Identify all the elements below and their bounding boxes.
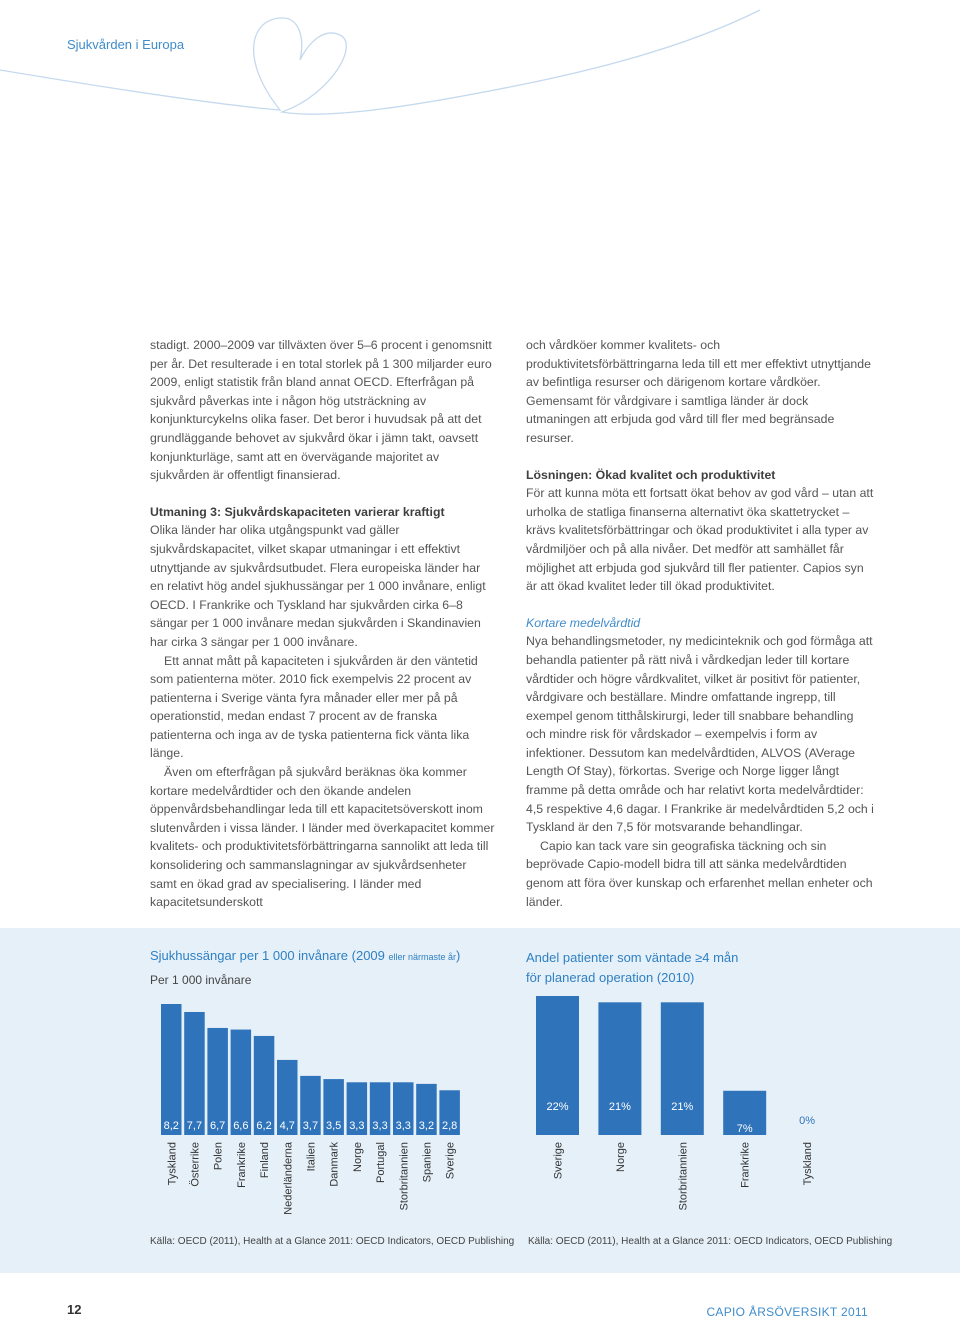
bar-value-label: 3,3 bbox=[349, 1120, 365, 1132]
category-label: Sverige bbox=[444, 1142, 457, 1180]
right-text-column bbox=[526, 336, 874, 911]
category-label: Italien bbox=[305, 1142, 318, 1172]
chart1-title-small: eller närmaste år bbox=[388, 952, 457, 962]
bar-value-label: 21% bbox=[608, 1101, 631, 1113]
category-label: Spanien bbox=[421, 1142, 434, 1183]
bar-value-label: 22% bbox=[546, 1101, 569, 1113]
chart2-title bbox=[526, 948, 738, 988]
heart-line-decoration bbox=[0, 0, 960, 200]
subheading-italic: Kortare medelvårdtid bbox=[526, 615, 641, 630]
category-label: Tyskland bbox=[166, 1142, 179, 1186]
paragraph: Capio kan tack vare sin geografiska täckning och sin beprövade Capio-modell bidra till att sänka medelvårdtiden genom att föra över kunskap och erfarenhet mellan enheter och länder. bbox=[526, 838, 873, 909]
chart2-source: Källa: OECD (2011), Health at a Glance 2011: OECD Indicators, OECD Publishing bbox=[528, 1236, 893, 1247]
category-label: Storbritannien bbox=[398, 1142, 411, 1211]
chart1-source: Källa: OECD (2011), Health at a Glance 2011: OECD Indicators, OECD Publishing bbox=[150, 1236, 515, 1247]
chart2-title-line1-end: 4 mån bbox=[702, 950, 739, 965]
bar-value-label: 0% bbox=[799, 1115, 816, 1127]
left-text-column bbox=[150, 336, 495, 912]
category-label: Tyskland bbox=[802, 1142, 815, 1186]
subheading: Lösningen: Ökad kvalitet och produktivitet bbox=[526, 467, 776, 482]
bar-tyskland bbox=[161, 1004, 182, 1135]
bar-norge bbox=[598, 1002, 641, 1135]
bar-value-label: 6,6 bbox=[233, 1120, 249, 1132]
paragraph: och vårdköer kommer kvalitets- och produktivitetsförbättringarna leda till ett mer effektivt utnyttjande av befintliga resurser och därigenom kortare vårdköer. Gemensamt för vårdgivare i samtliga länder är dock utmaningen att erbjuda god vård till fler med begränsade resurser. bbox=[526, 338, 871, 445]
bar-value-label: 7,7 bbox=[186, 1120, 203, 1132]
section-title: Sjukvården i Europa bbox=[67, 37, 185, 52]
bar-österrike bbox=[184, 1012, 205, 1135]
bar-sverige bbox=[536, 996, 579, 1135]
paragraph: Även om efterfrågan på sjukvård beräknas öka kommer kortare medelvårdtider och den ökande andelen öppenvårdsbehandlingar leda till ett kapacitetsöverskott inom slutenvården i vissa länder. I länder med överkapacitet kommer kvalitets- och produktivitetsförbättringarna sannolikt att leda till konsolidering och sammanslagningar av sjukvårdsenheter samt en ökad grad av specialisering. I länder med kapacitetsunderskott bbox=[150, 765, 495, 910]
bar-storbritannien bbox=[661, 1002, 704, 1135]
category-label: Norge bbox=[351, 1142, 364, 1172]
chart1-title-text: Sjukhussängar per 1 000 invånare (2009 bbox=[150, 948, 385, 963]
chart1-title-end: ) bbox=[456, 948, 461, 963]
category-label: Danmark bbox=[328, 1142, 341, 1187]
bar-value-label: 6,7 bbox=[210, 1120, 226, 1132]
chart1-subtitle: Per 1 000 invånare bbox=[150, 973, 252, 987]
category-label: Storbritannien bbox=[677, 1142, 690, 1211]
paragraph: Ett annat mått på kapaciteten i sjukvården är den väntetid som patienterna möter. 2010 fick exempelvis 22 procent av patienterna i Sverige vänta fyra månader eller mer på på operationstid, medan endast 7 procent av de franska patienterna och inga av de tyska patienterna fick vänta lika länge. bbox=[150, 653, 478, 761]
paragraph: Olika länder har olika utgångspunkt vad gäller sjukvårdskapacitet, vilket skapar utmaningar i ett effektivt utnyttjande av sjukvårdsutbudet. Flera europeiska länder har en relativt hög andel sjukhussängar per 1 000 invånare, enligt OECD. I Frankrike och Tyskland har sjukvården cirka 6–8 sängar per 1 000 invånare medan sjukvården i Skandinavien har cirka 3 sängar per 1 000 invånare. bbox=[150, 523, 486, 649]
bar-value-label: 3,5 bbox=[326, 1120, 342, 1132]
paragraph: stadigt. 2000–2009 var tillväxten över 5–6 procent i genomsnitt per år. Det resulterade i en total storlek på 1 300 miljarder euro 2009, enligt statistik från bland annat OECD. Efterfrågan på sjukvård påverkas inte i någon hög utsträckning av konjunkturcykelns olika faser. Det beror i huvudsak på att det grundläggande behovet av sjukvård ökar i jämn takt, oavsett konjunkturläge, samt att en övervägande majoritet av sjukvården är offentligt finansierad. bbox=[150, 338, 492, 483]
subheading: Utmaning 3: Sjukvårdskapaciteten varierar kraftigt bbox=[150, 504, 445, 519]
paragraph: För att kunna möta ett fortsatt ökat behov av god vård – utan att urholka de statliga finanserna alternativt öka skattetrycket – krävs kvalitetsförbättringar och ökad produktivitet i alla typer av vårdmiljöer och på alla nivåer. Det medför att samhället får möjlighet att erbjuda god sjukvård till fler patienter. Capios syn är att ökad kvalitet leder till ökad produktivitet. bbox=[526, 486, 874, 594]
bar-value-label: 7% bbox=[736, 1123, 753, 1135]
category-label: Österrike bbox=[189, 1142, 202, 1187]
chart2-title-line2: för planerad operation (2010) bbox=[526, 970, 695, 985]
chart1-title bbox=[150, 946, 460, 967]
bar-value-label: 21% bbox=[671, 1101, 694, 1113]
category-label: Polen bbox=[212, 1142, 225, 1171]
bar-value-label: 6,2 bbox=[256, 1120, 272, 1132]
bar-value-label: 3,7 bbox=[302, 1120, 319, 1132]
bar-value-label: 3,3 bbox=[372, 1120, 388, 1132]
bar-value-label: 3,2 bbox=[418, 1120, 435, 1132]
bar-value-label: 2,8 bbox=[442, 1120, 458, 1132]
bar-value-label: 3,3 bbox=[395, 1120, 411, 1132]
bar-polen bbox=[207, 1028, 228, 1135]
category-label: Frankrike bbox=[739, 1142, 752, 1188]
category-label: Frankrike bbox=[235, 1142, 248, 1188]
footer-brand: CAPIO ÅRSÖVERSIKT 2011 bbox=[706, 1305, 868, 1319]
category-label: Norge bbox=[614, 1142, 627, 1172]
page-number: 12 bbox=[67, 1302, 82, 1317]
category-label: Sverige bbox=[552, 1142, 565, 1180]
chart1-beds bbox=[150, 990, 470, 1220]
category-label: Finland bbox=[259, 1142, 272, 1179]
category-label: Portugal bbox=[375, 1142, 388, 1183]
bar-value-label: 4,7 bbox=[279, 1120, 295, 1132]
paragraph: Nya behandlingsmetoder, ny medicinteknik och god förmåga att behandla patienter på rätt nivå i vårdkedjan leder till kortare vårdtider och högre vårdkvalitet, vilket är positivt för patienter, vårdgivare och beställare. Mindre omfattande ingrepp, till exempel genom titthålskirurgi, leder till snabbare behandling och mindre risk för vårdskador – exempelvis i form av infektioner. Dessutom kan medelvårdtiden, ALVOS (AVerage Length Of Stay), förkortas. Sverige och Norge ligger långt framme på detta område och har relativt korta medelvårdtider: 4,5 respektive 4,6 dagar. I Frankrike är medelvårdtiden 5,2 och i Tyskland är den 7,5 för motsvarande behandlingar. bbox=[526, 634, 874, 835]
chart2-title-line1: Andel patienter som väntade bbox=[526, 950, 696, 965]
bar-value-label: 8,2 bbox=[163, 1120, 179, 1132]
chart2-title-symbol: ≥ bbox=[695, 950, 703, 965]
category-label: Nederländerna bbox=[282, 1142, 295, 1215]
chart2-waiting bbox=[526, 990, 866, 1220]
